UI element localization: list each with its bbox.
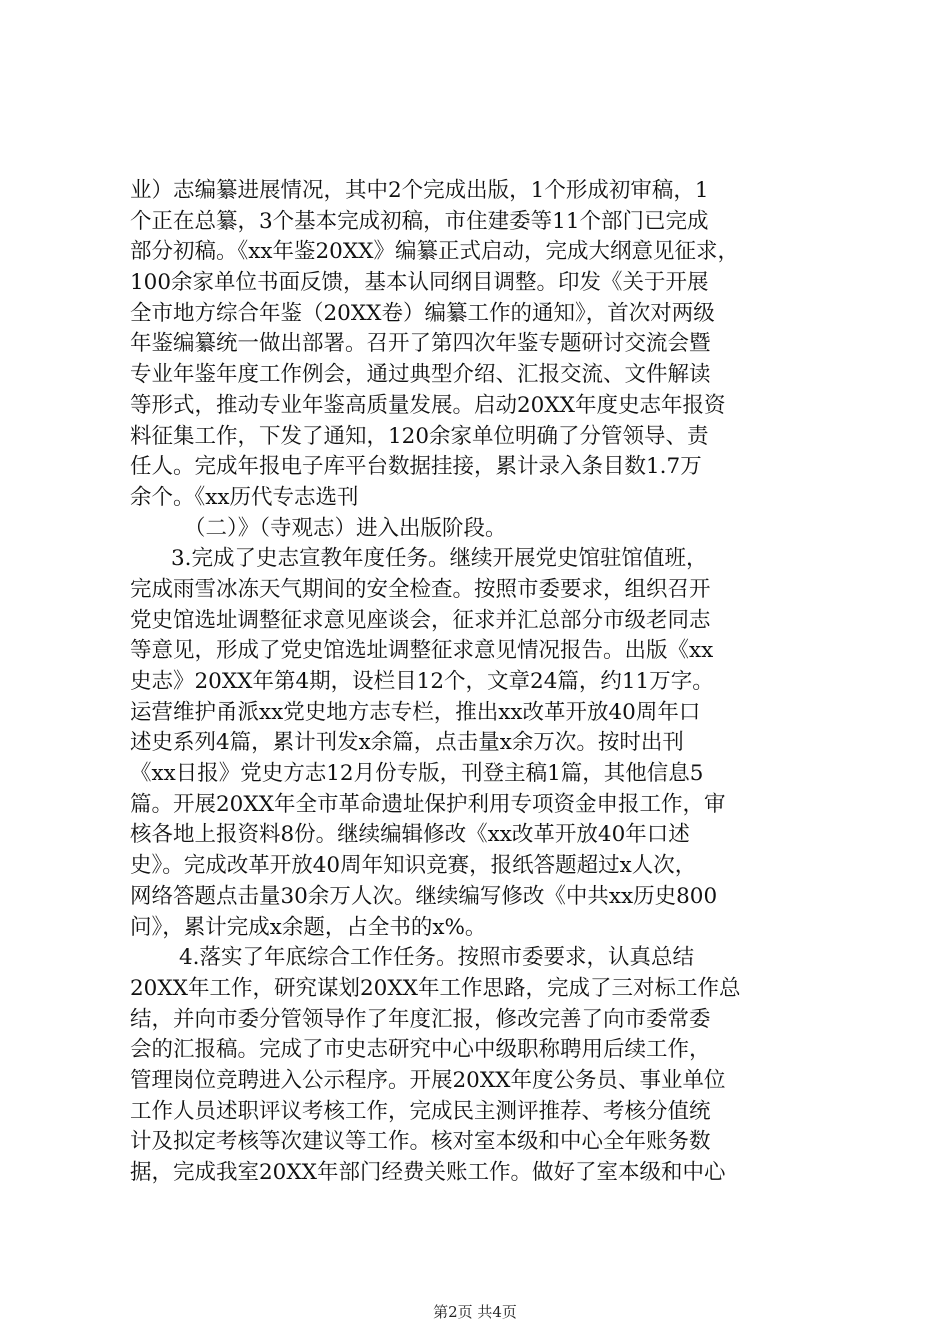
text-line: 部分初稿。《xx年鉴20XX》编纂正式启动，完成大纲意见征求， [130,239,739,265]
text-line: 年鉴编纂统一做出部署。召开了第四次年鉴专题研讨交流会暨 [130,331,711,357]
text-line: 史志》20XX年第4期，设栏目12个，文章24篇，约11万字。 [130,669,714,694]
text-line: 会的汇报稿。完成了市史志研究中心中级职称聘用后续工作， [130,1037,711,1063]
text-line: 料征集工作，下发了通知，120余家单位明确了分管领导、责 [130,423,709,449]
text-line: 核各地上报资料8份。继续编辑修改《xx改革开放40年口述 [130,822,690,848]
text-line: 100余家单位书面反馈，基本认同纲目调整。印发《关于开展 [130,270,709,296]
text-line: 史》。完成改革开放40周年知识竞赛，报纸答题超过x人次， [130,853,697,879]
text-line: 网络答题点击量30余万人次。继续编写修改《中共xx历史800 [130,883,718,909]
paragraph-start-line: 3.完成了史志宣教年度任务。继续开展党史馆驻馆值班， [171,546,708,572]
text-line: 党史馆选址调整征求意见座谈会，征求并汇总部分市级老同志 [130,607,711,633]
text-line: 《xx日报》党史方志12月份专版，刊登主稿1篇，其他信息5 [130,761,704,787]
text-line: 述史系列4篇，累计刊发x余篇，点击量x余万次。按时出刊 [130,730,684,756]
text-line: 专业年鉴年度工作例会，通过典型介绍、汇报交流、文件解读 [130,362,711,388]
text-line: 结，并向市委分管领导作了年度汇报，修改完善了向市委常委 [130,1006,711,1032]
text-line: （二）》（寺观志）进入出版阶段。 [184,515,507,541]
page-number: 第2页 共4页 [433,1303,517,1321]
text-line: 余个。《xx历代专志选刊 [130,484,359,510]
text-line: 20XX年工作，研究谋划20XX年工作思路，完成了三对标工作总 [130,975,741,1001]
text-line: 任人。完成年报电子库平台数据挂接，累计录入条目数1.7万 [130,454,702,480]
text-line: 完成雨雪冰冻天气期间的安全检查。按照市委要求，组织召开 [130,576,711,602]
text-line: 个正在总纂，3个基本完成初稿，市住建委等11个部门已完成 [130,208,709,234]
text-line: 等意见，形成了党史馆选址调整征求意见情况报告。出版《xx [130,638,714,664]
text-line: 等形式，推动专业年鉴高质量发展。启动20XX年度史志年报资 [130,392,726,418]
text-line: 篇。开展20XX年全市革命遗址保护利用专项资金申报工作，审 [130,791,726,817]
text-line: 全市地方综合年鉴（20XX卷）编纂工作的通知》，首次对两级 [130,300,715,326]
text-line: 业）志编纂进展情况，其中2个完成出版，1个形成初审稿，1 [130,178,709,203]
text-line: 据，完成我室20XX年部门经费关账工作。做好了室本级和中心 [130,1160,726,1185]
text-line: 工作人员述职评议考核工作，完成民主测评推荐、考核分值统 [130,1098,711,1124]
text-line: 计及拟定考核等次建议等工作。核对室本级和中心全年账务数 [130,1129,711,1155]
text-line: 问》，累计完成x余题，占全书的x%。 [130,914,487,940]
document-body [130,176,832,1189]
page-footer [0,1302,950,1322]
text-line: 管理岗位竞聘进入公示程序。开展20XX年度公务员、事业单位 [130,1067,726,1093]
paragraph-start-line: 4.落实了年底综合工作任务。按照市委要求，认真总结 [179,945,695,971]
text-line: 运营维护甬派xx党史地方志专栏，推出xx改革开放40周年口 [130,699,701,725]
